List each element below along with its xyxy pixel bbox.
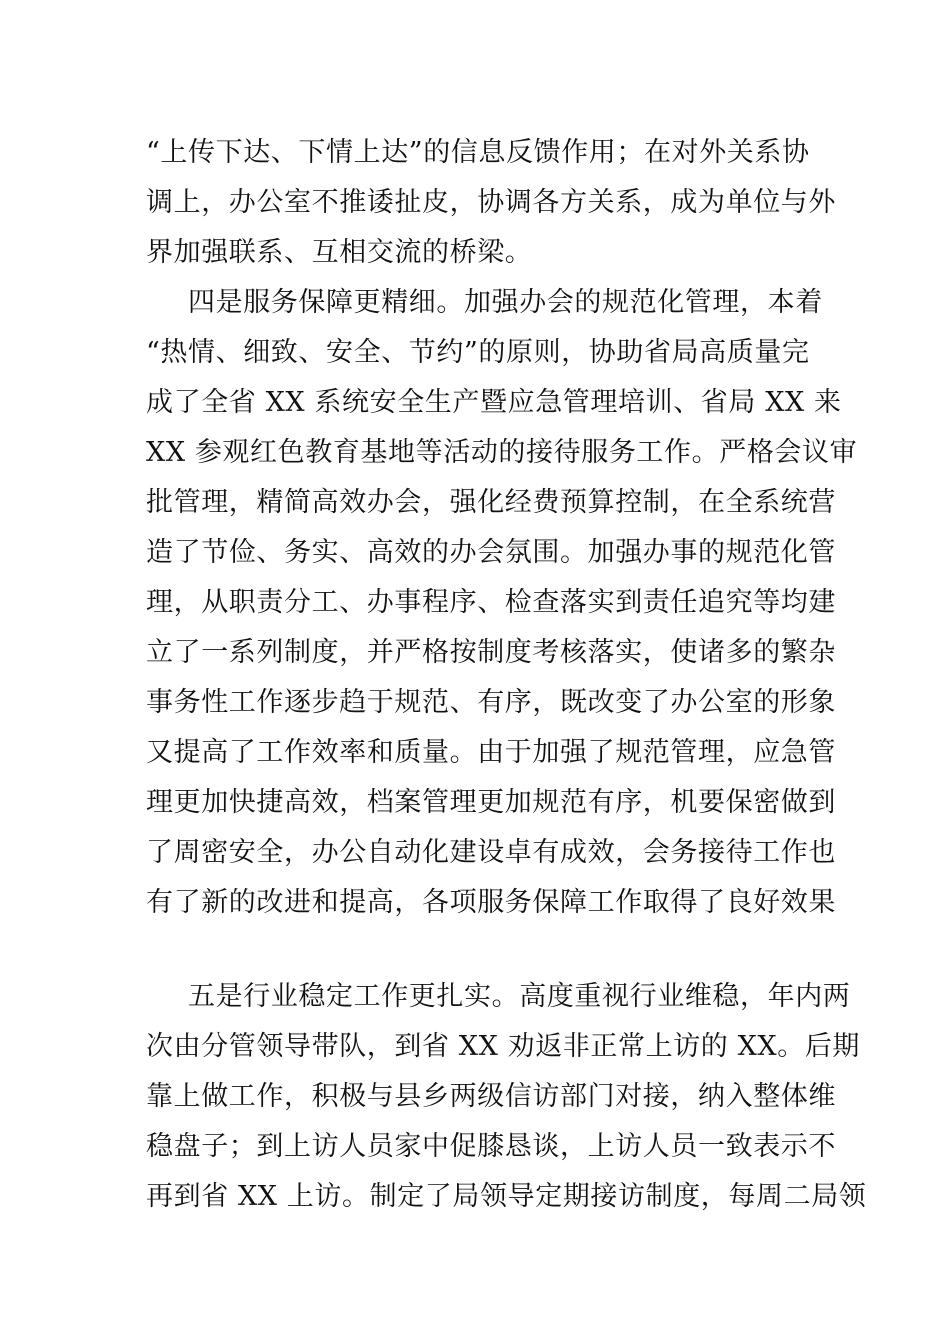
paragraph-5-line-2: 次由分管领导带队，到省 XX 劝返非正常上访的 XX。后期 [146, 1031, 861, 1062]
paragraph-4-line-5: 批管理，精简高效办会，强化经费预算控制，在全系统营 [146, 487, 836, 518]
paragraph-4-line-11: 理更加快捷高效，档案管理更加规范有序，机要保密做到 [146, 787, 836, 818]
paragraph-4-line-3: 成了全省 XX 系统安全生产暨应急管理培训、省局 XX 来 [146, 387, 842, 418]
paragraph-3-line-3: 界加强联系、互相交流的桥梁。 [146, 237, 533, 268]
paragraph-4-line-1: 四是服务保障更精细。加强办会的规范化管理，本着 [188, 287, 823, 318]
paragraph-4-line-6: 造了节俭、务实、高效的办会氛围。加强办事的规范化管 [146, 537, 836, 568]
paragraph-4-line-7: 理，从职责分工、办事程序、检查落实到责任追究等均建 [146, 587, 836, 618]
paragraph-4-line-4: XX 参观红色教育基地等活动的接待服务工作。严格会议审 [146, 437, 858, 468]
paragraph-3-line-1: “上传下达、下情上达”的信息反馈作用；在对外关系协 [146, 137, 810, 168]
paragraph-5-line-5: 再到省 XX 上访。制定了局领导定期接访制度，每周二局领 [146, 1181, 867, 1212]
paragraph-5-line-3: 靠上做工作，积极与县乡两级信访部门对接，纳入整体维 [146, 1081, 836, 1112]
paragraph-4-line-9: 事务性工作逐步趋于规范、有序，既改变了办公室的形象 [146, 687, 836, 718]
paragraph-5-line-4: 稳盘子；到上访人员家中促膝恳谈，上访人员一致表示不 [146, 1131, 836, 1162]
paragraph-4-line-8: 立了一系列制度，并严格按制度考核落实，使诸多的繁杂 [146, 637, 836, 668]
paragraph-5-line-1: 五是行业稳定工作更扎实。高度重视行业维稳，年内两 [188, 981, 851, 1012]
paragraph-4-line-13: 有了新的改进和提高，各项服务保障工作取得了良好效果 [146, 887, 836, 918]
paragraph-4-line-2: “热情、细致、安全、节约”的原则，协助省局高质量完 [146, 337, 810, 368]
paragraph-4-line-12: 了周密安全，办公自动化建设卓有成效，会务接待工作也 [146, 837, 836, 868]
paragraph-4-line-10: 又提高了工作效率和质量。由于加强了规范管理，应急管 [146, 737, 836, 768]
paragraph-3-line-2: 调上，办公室不推诿扯皮，协调各方关系，成为单位与外 [146, 187, 836, 218]
